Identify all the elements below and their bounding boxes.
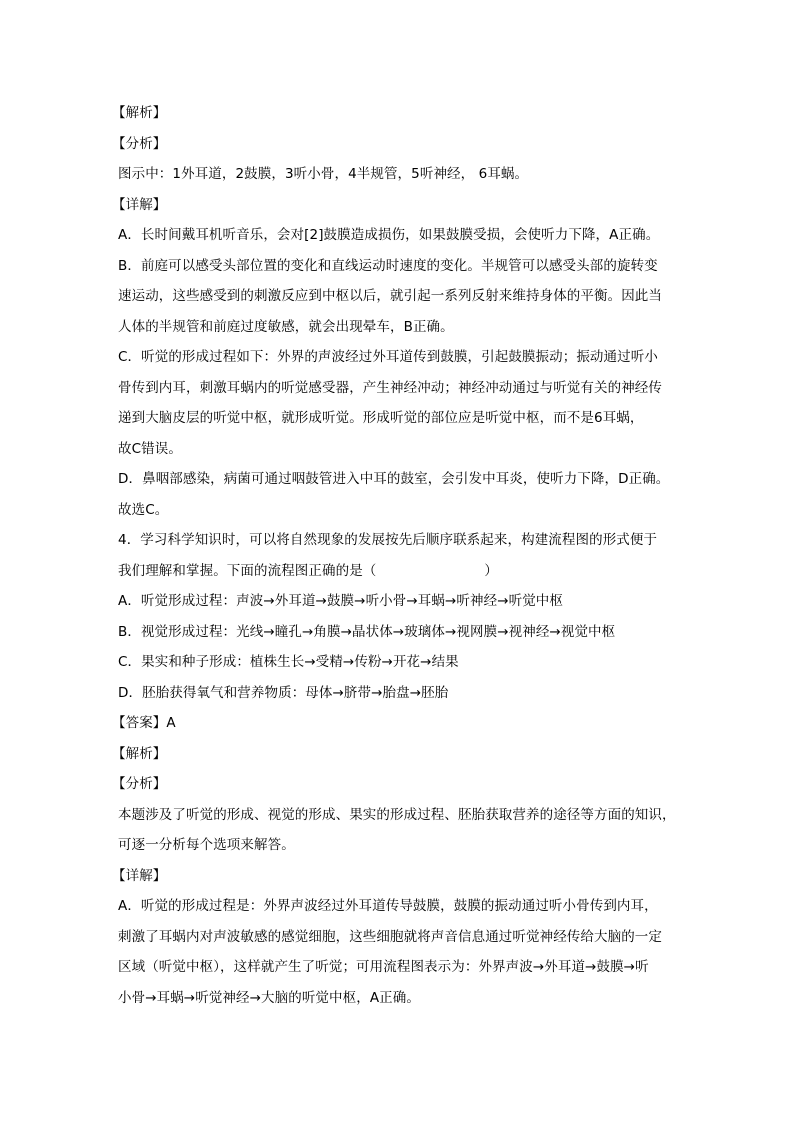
paragraph-line: D．鼻咽部感染，病菌可通过咽鼓管进入中耳的鼓室，会引发中耳炎，使听力下降，D正确。 — [118, 471, 670, 487]
paragraph-line: 刺激了耳蜗内对声波敏感的感觉细胞，这些细胞就将声音信息通过听觉神经传给大脑的一定 — [118, 928, 662, 945]
answer-line: 【答案】A — [112, 715, 176, 731]
section-heading-analysis: 【解析】 — [112, 745, 167, 762]
question-line — [118, 556, 678, 587]
paragraph-line: 图示中：1外耳道，2鼓膜，3听小骨，4半规管，5听神经， 6耳蜗。 — [118, 166, 529, 182]
paragraph-line: 人体的半规管和前庭过度敏感，就会出现晕车，B正确。 — [118, 318, 454, 335]
paragraph-line: 骨传到内耳，刺激耳蜗内的听觉感受器，产生神经冲动；神经冲动通过与听觉有关的神经传 — [118, 379, 662, 396]
paragraph-line: 可逐一分析每个选项来解答。 — [118, 837, 295, 853]
paragraph-line: A．听觉的形成过程是：外界声波经过外耳道传导鼓膜，鼓膜的振动通过听小骨传到内耳， — [118, 898, 658, 914]
paragraph-line: 区域（听觉中枢），这样就产生了听觉；可用流程图表示为：外界声波→外耳道→鼓膜→听 — [118, 959, 649, 975]
paragraph-line: A．长时间戴耳机听音乐，会对[2]鼓膜造成损伤，如果鼓膜受损，会使听力下降，A正确。 — [118, 227, 660, 243]
section-heading-detail: 【详解】 — [112, 196, 167, 213]
paragraph-line: B．前庭可以感受头部位置的变化和直线运动时速度的变化。半规管可以感受头部的旋转变 — [118, 257, 658, 274]
section-heading-fenxi: 【分析】 — [112, 776, 167, 792]
paragraph-line: C．听觉的形成过程如下：外界的声波经过外耳道传到鼓膜，引起鼓膜振动；振动通过听小 — [118, 349, 658, 365]
option-d: D．胚胎获得氧气和营养物质：母体→脐带→胎盘→胚胎 — [118, 684, 449, 701]
paragraph-line: 速运动，这些感受到的刺激反应到中枢以后，就引起一系列反射来维持身体的平衡。因此当 — [118, 288, 662, 304]
paren-close: ） — [484, 562, 499, 579]
section-heading-fenxi: 【分析】 — [112, 135, 167, 152]
question-line: 4．学习科学知识时，可以将自然现象的发展按先后顺序联系起来，构建流程图的形式便于 — [118, 532, 658, 548]
paragraph-line: 故选C。 — [118, 501, 169, 518]
paragraph-line: 故C错误。 — [118, 440, 182, 457]
section-heading-detail: 【详解】 — [112, 867, 167, 884]
document-body — [112, 98, 678, 1013]
option-a: A．听觉形成过程：声波→外耳道→鼓膜→听小骨→耳蜗→听神经→听觉中枢 — [118, 593, 564, 609]
section-heading-analysis: 【解析】 — [112, 105, 167, 121]
paragraph-line: 本题涉及了听觉的形成、视觉的形成、果实的形成过程、胚胎获取营养的途径等方面的知识， — [118, 806, 676, 823]
question-text: 我们理解和掌握。下面的流程图正确的是（ — [118, 562, 377, 579]
paragraph-line: 小骨→耳蜗→听觉神经→大脑的听觉中枢，A正确。 — [118, 989, 420, 1006]
option-b: B．视觉形成过程：光线→瞳孔→角膜→晶状体→玻璃体→视网膜→视神经→视觉中枢 — [118, 623, 616, 640]
paragraph-line: 递到大脑皮层的听觉中枢，就形成听觉。形成听觉的部位应是听觉中枢，而不是6耳蜗， — [118, 410, 644, 426]
option-c: C．果实和种子形成：植株生长→受精→传粉→开花→结果 — [118, 654, 459, 670]
